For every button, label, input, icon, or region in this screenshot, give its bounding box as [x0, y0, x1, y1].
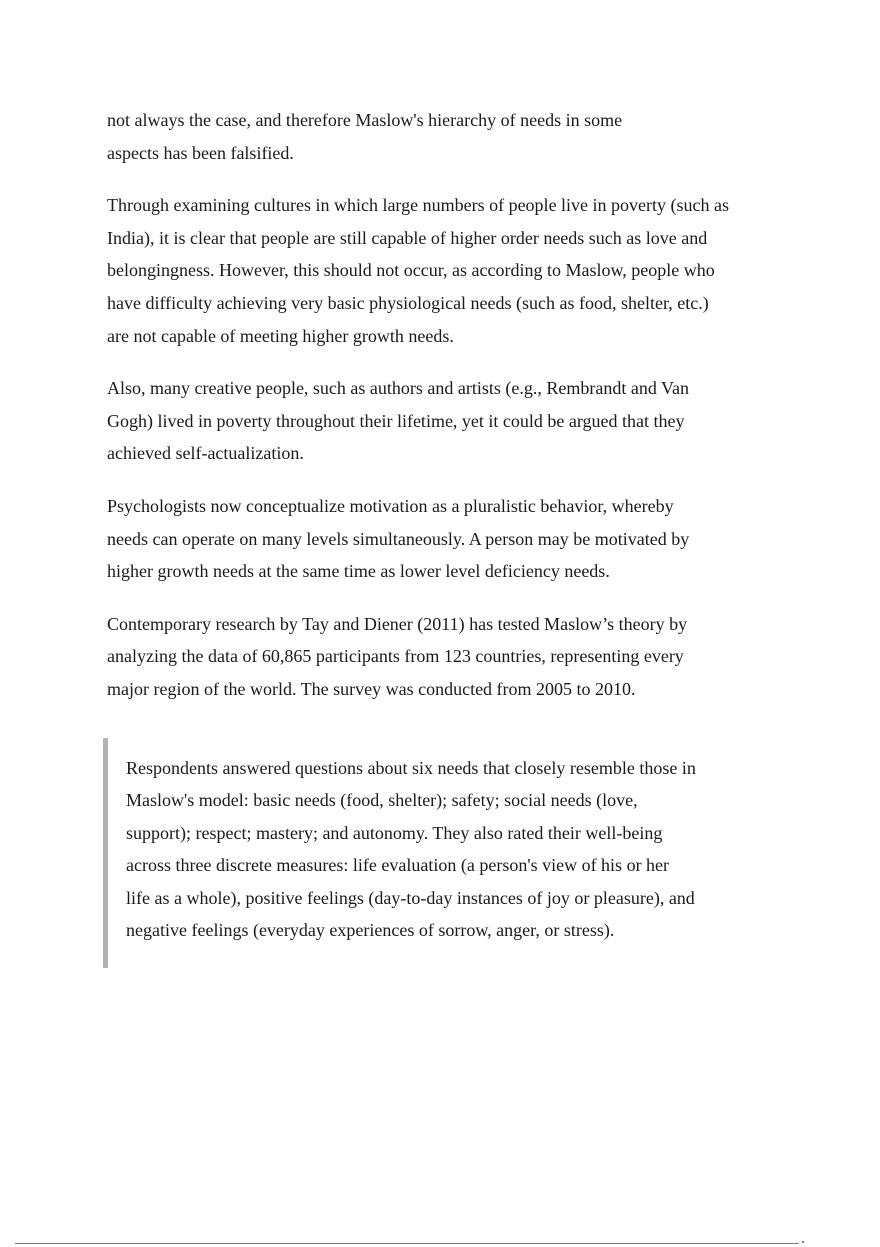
paragraph-creative-people: Also, many creative people, such as authors and artists (e.g., Rembrandt and Van Gogh) lived in poverty throughout their lifetime, yet it could be argued that they achieved self-actualization. — [107, 378, 690, 464]
page-body — [107, 104, 737, 968]
paragraph-pluralistic-motivation: Psychologists now conceptualize motivation as a pluralistic behavior, whereby needs can operate on many levels simultaneously. A person may be motivated by higher growth needs at the same time as lower level deficiency needs. — [107, 495, 690, 582]
footer-dot — [802, 1241, 804, 1243]
blockquote — [103, 738, 737, 968]
paragraph-poverty-cultures: Through examining cultures in which large numbers of people live in poverty (such as India), it is clear that people are still capable of higher order needs such as love and belongingness. However, this should not occur, as according to Maslow, people who have difficulty achieving very basic physiological needs (such as food, shelter, etc.) are not capable of meeting higher growth needs. — [107, 195, 730, 346]
footer-divider — [15, 1243, 799, 1244]
paragraph-falsified: not always the case, and therefore Maslow's hierarchy of needs in some aspects has been falsified. — [107, 110, 623, 163]
paragraph-tay-diener-research: Contemporary research by Tay and Diener (2011) has tested Maslow’s theory by analyzing the data of 60,865 participants from 123 countries, representing every major region of the world. The survey was conducted from 2005 to 2010. — [107, 613, 688, 699]
blockquote-text: Respondents answered questions about six needs that closely resemble those in Maslow's model: basic needs (food, shelter); safety; social needs (love, support); respect; mastery; and autonomy. They also rated their well-being across three discrete measures: life evaluation (a person's view of his or her life as a whole), positive feelings (day-to-day instances of joy or pleasure), and negative feelings (everyday experiences of sorrow, anger, or stress). — [126, 757, 696, 941]
